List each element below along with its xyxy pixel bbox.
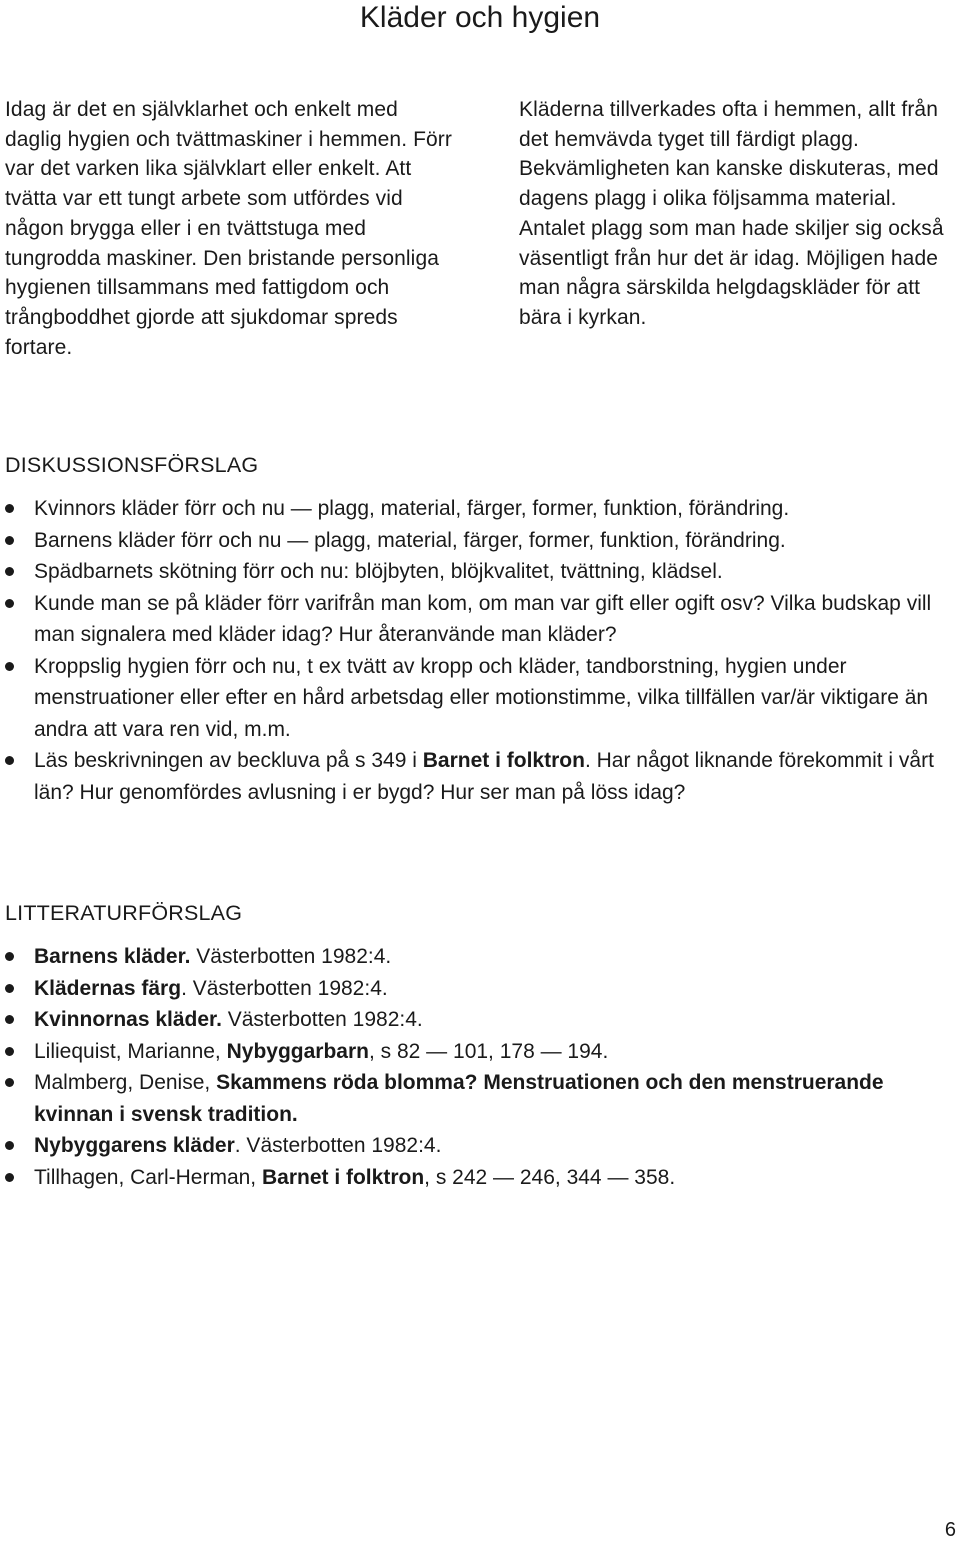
literature-source: Västerbotten 1982:4.: [221, 1008, 423, 1031]
literature-item: [5, 1004, 960, 1036]
discussion-item: [5, 588, 960, 651]
discussion-item-text: Kvinnors kläder förr och nu — plagg, material, färger, former, funktion, förändring.: [34, 497, 790, 520]
literature-title: Nybyggarens kläder: [34, 1134, 235, 1157]
discussion-item: [5, 651, 960, 746]
literature-item: [5, 1067, 960, 1130]
discussion-item: [5, 745, 960, 808]
discussion-list: [5, 493, 960, 808]
literature-title: Nybyggarbarn: [226, 1039, 369, 1063]
literature-list: [5, 941, 960, 1193]
literature-item: [5, 1130, 960, 1162]
literature-source: . Västerbotten 1982:4.: [234, 1134, 442, 1157]
bullet-icon: [5, 984, 14, 993]
bullet-icon: [5, 599, 14, 608]
discussion-item-post: . Har något liknande förekommit i vårt län? Hur genomfördes avlusning i er bygd? Hur ser man på löss idag?: [34, 749, 934, 804]
bullet-icon: [5, 756, 14, 765]
literature-author: Liliequist, Marianne,: [34, 1039, 227, 1063]
discussion-heading: DISKUSSIONSFÖRSLAG: [5, 453, 259, 477]
literature-author: Tillhagen, Carl-Herman,: [34, 1165, 262, 1189]
literature-title: Barnet i folktron: [261, 1165, 425, 1189]
discussion-item-text: Spädbarnets skötning förr och nu: blöjbyten, blöjkvalitet, tvättning, klädsel.: [34, 560, 723, 583]
intro-right-paragraph: Kläderna tillverkades ofta i hemmen, allt från det hemvävda tyget till färdigt plagg. Bekvämligheten kan kanske diskuteras, med dagens plagg i olika följsamma material. Antalet plagg som man hade skiljer sig också väsentligt från hur det är idag. Möjligen hade man några särskilda helgdagskläder för att bära i kyrkan.: [519, 98, 944, 329]
intro-right-column: [519, 95, 959, 333]
page-number: 6: [944, 1519, 956, 1541]
bullet-icon: [5, 567, 14, 576]
literature-title: Kvinnornas kläder.: [34, 1008, 222, 1031]
discussion-item-text: Kroppslig hygien förr och nu, t ex tvätt av kropp och kläder, tandborstning, hygien under menstruationer eller efter en hård arbetsdag eller motionstimme, vilka tillfällen var/är viktigare än andra att vara ren vid, m.m.: [34, 654, 929, 741]
page-title: Kläder och hygien: [359, 1, 601, 34]
discussion-item-text: Kunde man se på kläder förr varifrån man kom, om man var gift eller ogift osv? Vilka budskap vill man signalera med kläder idag? Hur återanvände man kläder?: [34, 591, 932, 646]
book-title: Barnet i folktron: [422, 749, 585, 772]
intro-left-paragraph: Idag är det en självklarhet och enkelt med daglig hygien och tvättmaskiner i hemmen. Förr var det varken lika självklart eller enkelt. Att tvätta var ett tungt arbete som utfördes vid någon brygga eller i en tvättstuga med tungrodda maskiner. Den bristande personliga hygienen tillsammans med fattigdom och trångboddhet gjorde att sjukdomar spreds fortare.: [5, 98, 452, 359]
bullet-icon: [5, 662, 14, 671]
literature-title: Barnens kläder.: [34, 945, 191, 968]
bullet-icon: [5, 1015, 14, 1024]
literature-item: [5, 1162, 960, 1194]
literature-author: Malmberg, Denise,: [34, 1071, 217, 1094]
discussion-item-pre: Läs beskrivningen av beckluva på s 349 i: [34, 749, 423, 772]
discussion-item-text: Barnens kläder förr och nu — plagg, material, färger, former, funktion, förändring.: [34, 528, 786, 552]
bullet-icon: [5, 1047, 14, 1056]
bullet-icon: [5, 504, 14, 513]
intro-left-column: [5, 95, 455, 362]
literature-title: Klädernas färg: [34, 976, 182, 1000]
literature-source: Västerbotten 1982:4.: [190, 945, 392, 968]
bullet-icon: [5, 1141, 14, 1150]
bullet-icon: [5, 1078, 14, 1087]
discussion-item: [5, 493, 960, 525]
literature-title: Skammens röda blomma? Menstruationen och den menstruerande kvinnan i svensk tradition.: [34, 1071, 884, 1126]
bullet-icon: [5, 536, 14, 545]
literature-source: , s 242 — 246, 344 — 358.: [424, 1165, 676, 1189]
literature-source: , s 82 — 101, 178 — 194.: [368, 1039, 609, 1063]
bullet-icon: [5, 952, 14, 961]
literature-item: [5, 973, 960, 1005]
discussion-item: [5, 556, 960, 588]
discussion-item: [5, 525, 960, 557]
literature-item: [5, 1036, 960, 1068]
literature-heading: LITTERATURFÖRSLAG: [5, 901, 243, 925]
literature-item: [5, 941, 960, 973]
bullet-icon: [5, 1173, 14, 1182]
literature-source: . Västerbotten 1982:4.: [181, 976, 388, 1000]
